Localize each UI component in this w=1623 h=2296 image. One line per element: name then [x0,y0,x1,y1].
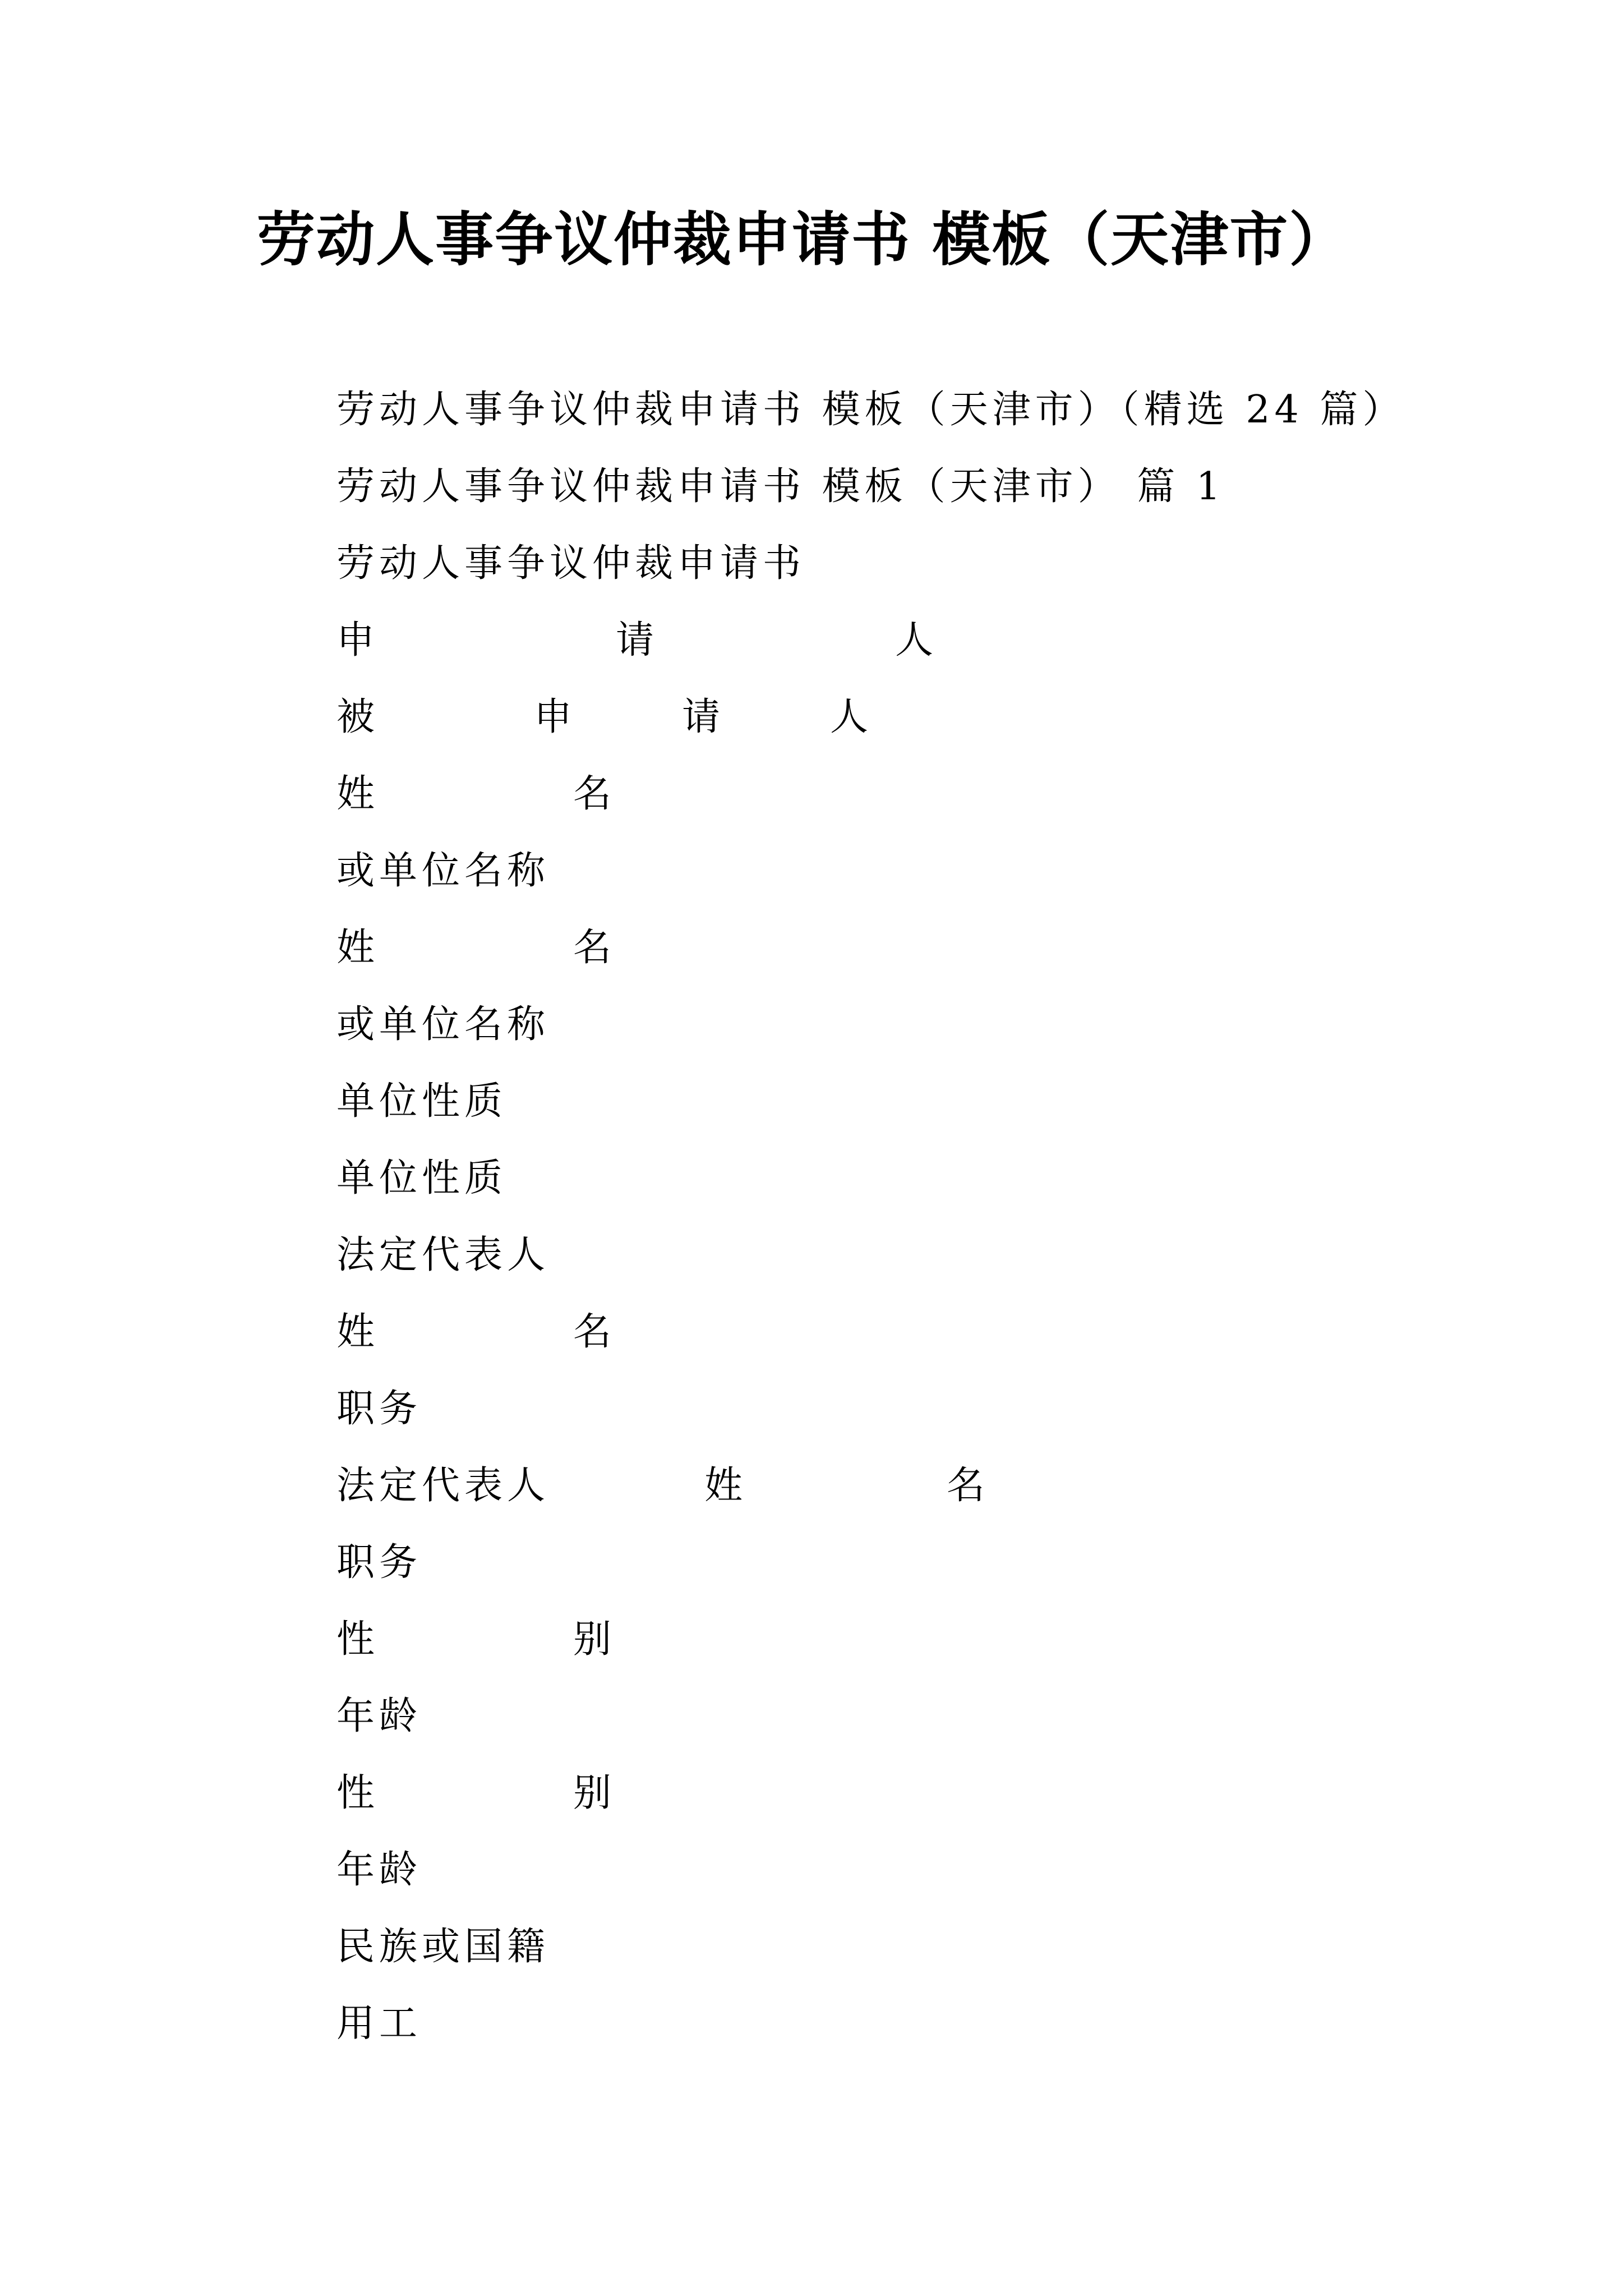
name-1-char-1: 姓 [336,772,380,816]
line-position-1: 职务 [336,1387,422,1431]
legal-rep-label: 法定代表人 [336,1464,550,1508]
line-legal-rep-1: 法定代表人 [336,1233,550,1277]
name-2-char-2: 名 [573,926,616,970]
name-3-char-2: 名 [573,1310,616,1354]
line-unit-nature-1: 单位性质 [336,1079,508,1124]
legal-rep-name-char-2: 名 [947,1464,990,1508]
line-applicant [336,610,1514,687]
line-respondent [336,687,1514,763]
name-3-char-1: 姓 [336,1310,380,1354]
gender-1-char-2: 别 [573,1617,616,1662]
line-ethnicity-nationality: 民族或国籍 [336,1925,550,1969]
line-heading-part-1: 劳动人事争议仲裁申请书 模板（天津市） 篇 1 [336,464,1225,509]
line-gender-1 [336,1609,1514,1686]
legal-rep-name-char-1: 姓 [704,1464,748,1508]
line-heading-selected: 劳动人事争议仲裁申请书 模板（天津市）（精选 24 篇） [336,388,1405,432]
respondent-char-2: 申 [534,695,577,739]
line-gender-2 [336,1763,1514,1839]
respondent-char-3: 请 [682,695,725,739]
line-or-unit-name-2: 或单位名称 [336,1002,550,1047]
name-1-char-2: 名 [573,772,616,816]
applicant-char-2: 请 [616,618,659,662]
name-2-char-1: 姓 [336,926,380,970]
line-legal-rep-name [336,1455,1514,1532]
line-name-2 [336,917,1514,994]
respondent-char-1: 被 [336,695,380,739]
line-name-3 [336,1301,1514,1378]
line-or-unit-name-1: 或单位名称 [336,849,550,893]
line-unit-nature-2: 单位性质 [336,1156,508,1200]
gender-2-char-2: 别 [573,1771,616,1815]
line-employment: 用工 [336,2001,422,2046]
line-name-1 [336,763,1514,840]
document-title: 劳动人事争议仲裁申请书 模板（天津市） [257,205,1349,274]
line-form-title: 劳动人事争议仲裁申请书 [336,541,806,586]
gender-2-char-1: 性 [336,1771,380,1815]
applicant-char-1: 申 [336,618,380,662]
respondent-char-4: 人 [830,695,873,739]
gender-1-char-1: 性 [336,1617,380,1662]
line-age-1: 年龄 [336,1694,422,1738]
document-body [336,379,1514,2070]
line-age-2: 年龄 [336,1848,422,1892]
line-position-2: 职务 [336,1540,422,1585]
applicant-char-3: 人 [895,618,938,662]
